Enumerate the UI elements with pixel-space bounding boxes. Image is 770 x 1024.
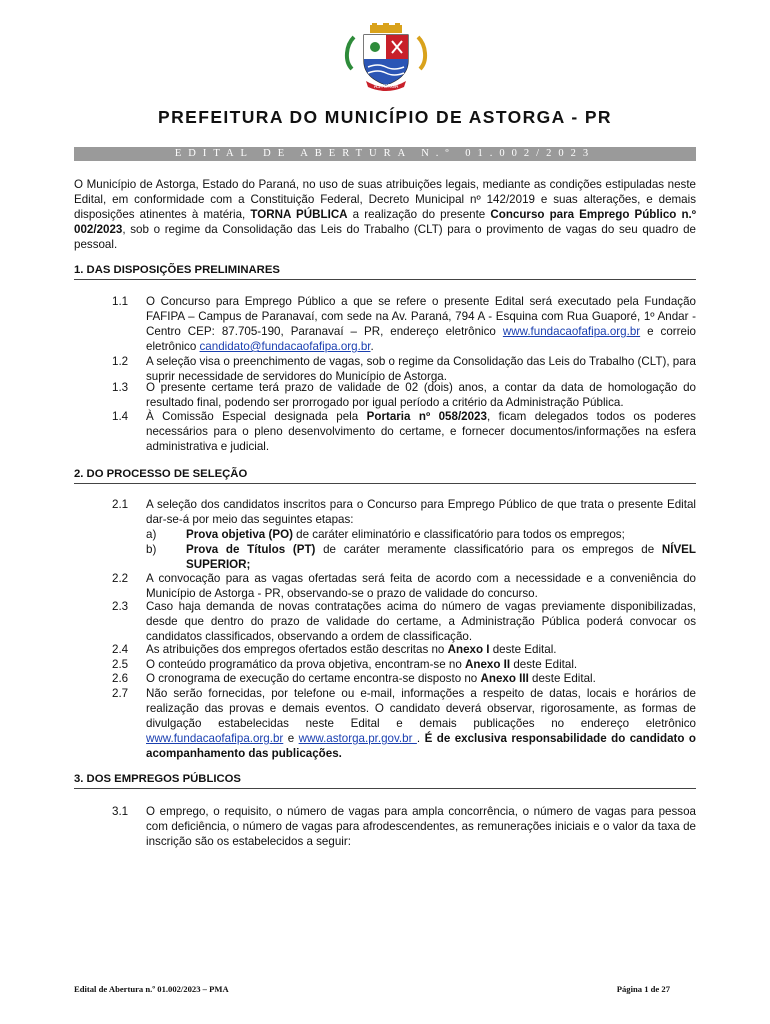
- section-1-title: 1. DAS DISPOSIÇÕES PRELIMINARES: [74, 264, 696, 276]
- municipal-coat-of-arms: [342, 23, 430, 93]
- intro-paragraph: O Município de Astorga, Estado do Paraná, no uso de suas atribuições legais, mediante as condições estipuladas neste Edital, em conformidade com a Constituição Federal, Decreto Municipal nº 142/2019 e suas alterações, e demais disposições atinentes à matéria, TORNA PÚBLICA a realização do presente Concurso para Emprego Público n.º 002/2023, sob o regime da Consolidação das Leis do Trabalho (CLT) para o provimento de vagas do seu quadro de pessoal.: [74, 178, 696, 251]
- astorga-site-link[interactable]: www.astorga.pr.gov.br: [298, 732, 417, 745]
- section-3-title: 3. DOS EMPREGOS PÚBLICOS: [74, 773, 696, 785]
- footer-edital-reference: Edital de Abertura n.º 01.002/2023 – PMA: [74, 984, 229, 994]
- candidate-email-link[interactable]: candidato@fundacaofafipa.org.br: [199, 340, 371, 353]
- edital-number: EDITAL DE ABERTURA N.º 01.002/2023: [174, 148, 596, 159]
- section-2-title: 2. DO PROCESSO DE SELEÇÃO: [74, 468, 696, 480]
- stage-a: a) Prova objetiva (PO) de caráter eliminatório e classificatório para todos os empregos;: [146, 528, 625, 541]
- fafipa-link[interactable]: www.fundacaofafipa.org.br: [146, 732, 284, 745]
- fafipa-link[interactable]: www.fundacaofafipa.org.br: [502, 325, 641, 338]
- stage-b: b) Prova de Títulos (PT) de caráter meramente classificatório para os empregos de NÍVEL SUPERIOR;: [146, 543, 697, 571]
- document-title: PREFEITURA DO MUNICÍPIO DE ASTORGA - PR: [158, 107, 612, 127]
- footer-page-number: Página 1 de 27: [616, 984, 670, 994]
- crest-banner-text: ASTORGA: [373, 84, 399, 90]
- edital-number-bar: [74, 147, 696, 161]
